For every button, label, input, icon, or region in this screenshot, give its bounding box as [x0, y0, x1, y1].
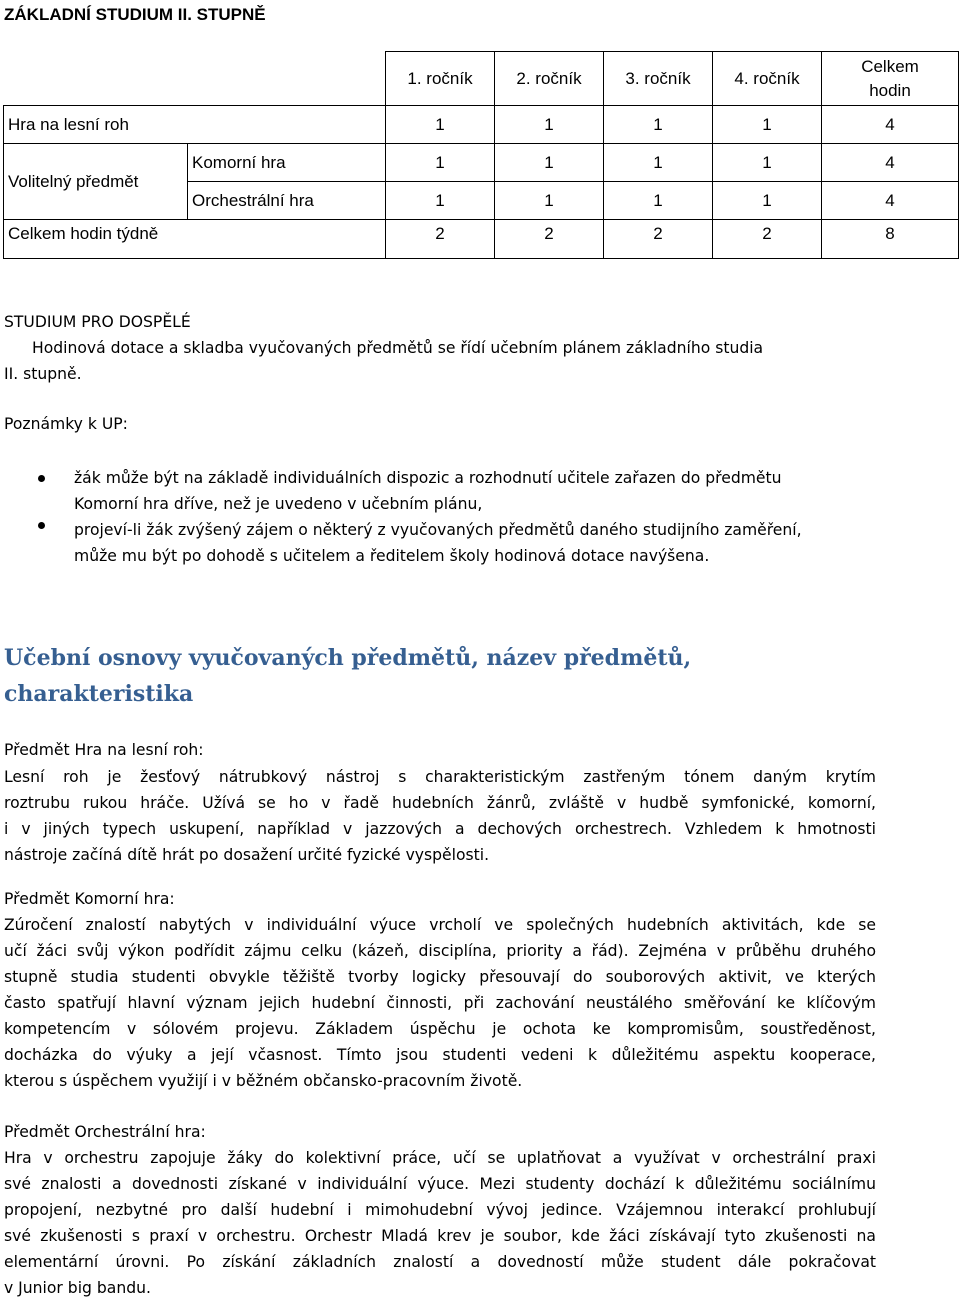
bullet-icon — [38, 475, 45, 482]
paragraph-line: Hra v orchestru zapojuje žáky do kolektivní práce, učí se uplatňovat a využívat v orchestrální praxi — [4, 1149, 876, 1167]
table-row-label: Celkem hodin týdně — [4, 220, 386, 259]
table-cell: 2 — [495, 220, 604, 259]
table-cell: 1 — [495, 144, 604, 182]
table-cell: 2 — [713, 220, 822, 259]
notes-title: Poznámky k UP: — [4, 415, 128, 433]
study-plan-table — [3, 51, 959, 259]
table-header-cell: 1. ročník — [386, 52, 495, 106]
table-header-cell: 2. ročník — [495, 52, 604, 106]
note-text: může mu být po dohodě s učitelem a ředitelem školy hodinová dotace navýšena. — [74, 547, 710, 565]
note-text: žák může být na základě individuálních dispozic a rozhodnutí učitele zařazen do předmětu — [74, 469, 782, 487]
table-cell: 1 — [386, 106, 495, 144]
table-header-cell: 4. ročník — [713, 52, 822, 106]
table-row-label: Komorní hra — [188, 144, 386, 182]
table-cell: 1 — [495, 106, 604, 144]
paragraph-line: kompetencím v sólovém projevu. Základem úspěchu je ochota ke kompromisům, soustředěnost, — [4, 1020, 876, 1038]
table-cell: 4 — [822, 182, 959, 220]
subject-title: Předmět Komorní hra: — [4, 890, 175, 908]
curriculum-heading — [4, 640, 804, 712]
table-cell: 4 — [822, 106, 959, 144]
table-row-label: Hra na lesní roh — [4, 106, 386, 144]
table-cell: 4 — [822, 144, 959, 182]
curriculum-heading-line: charakteristika — [4, 681, 194, 707]
paragraph-line: i v jiných typech uskupení, například v jazzových a dechových orchestrech. Vzhledem k hmotnosti — [4, 820, 876, 838]
table-cell: 1 — [604, 106, 713, 144]
table-row-label: Orchestrální hra — [188, 182, 386, 220]
subject-description — [4, 764, 876, 868]
paragraph-line: v Junior big bandu. — [4, 1279, 151, 1297]
table-cell: 1 — [713, 144, 822, 182]
table-cell: 1 — [604, 144, 713, 182]
table-row — [4, 220, 959, 259]
adult-study-title: STUDIUM PRO DOSPĚLÉ — [4, 313, 191, 331]
paragraph-line: stupně studia studenti obvykle těžiště tvorby logicky přesouvají do souborových aktivit, ve kterých — [4, 968, 876, 986]
paragraph-line: své znalosti a dovednosti získané v individuální výuce. Mezi studenty dochází k důležitému sociálnímu — [4, 1175, 876, 1193]
table-corner-cell — [4, 52, 386, 106]
note-text: Komorní hra dříve, než je uvedeno v učebním plánu, — [74, 495, 483, 513]
section-title: ZÁKLADNÍ STUDIUM II. STUPNĚ — [4, 5, 266, 24]
paragraph-line: učí žáci svůj výkon podřídit zájmu celku (kázeň, disciplína, priority a řád). Zejména v průběhu druhého — [4, 942, 876, 960]
table-cell: 1 — [386, 144, 495, 182]
table-group-label: Volitelný předmět — [4, 144, 188, 220]
table-cell: 1 — [713, 182, 822, 220]
table-row — [4, 106, 959, 144]
paragraph-line: roztrubu rukou hráče. Užívá se ho v řadě hudebních žánrů, zvláště v hudbě symfonické, komorní, — [4, 794, 876, 812]
paragraph-line: docházka do výuky a její včasnost. Tímto jsou studenti vedeni k důležitému aspektu kooperace, — [4, 1046, 876, 1064]
table-header-cell: Celkem hodin — [822, 52, 959, 106]
table-cell: 1 — [386, 182, 495, 220]
paragraph-line: své zkušenosti s praxí v orchestru. Orchestr Mladá krev je soubor, kde žáci získávají tyto zkušenosti na — [4, 1227, 876, 1245]
subject-title: Předmět Hra na lesní roh: — [4, 741, 204, 759]
paragraph-line: propojení, nezbytné pro další hudební i mimohudební vývoj jedince. Vzájemnou interakcí prohlubují — [4, 1201, 876, 1219]
table-row — [4, 144, 959, 182]
table-header-row — [4, 52, 959, 106]
curriculum-heading-line: Učební osnovy vyučovaných předmětů, název předmětů, — [4, 645, 692, 671]
adult-study-text: Hodinová dotace a skladba vyučovaných předmětů se řídí učebním plánem základního studia — [32, 339, 764, 357]
table-cell: 1 — [604, 182, 713, 220]
paragraph-line: kterou s úspěchem využijí i v běžném občansko-pracovním životě. — [4, 1072, 523, 1090]
paragraph-line: Lesní roh je žesťový nátrubkový nástroj s charakteristickým zastřeným tónem daným krytím — [4, 768, 876, 786]
paragraph-line: elementární úrovni. Po získání základních znalostí a dovedností může student dále pokračovat — [4, 1253, 876, 1271]
table-cell: 8 — [822, 220, 959, 259]
bullet-icon — [38, 522, 45, 529]
subject-title: Předmět Orchestrální hra: — [4, 1123, 206, 1141]
paragraph-line: Zúročení znalostí nabytých v individuální výuce vrcholí ve společných hudebních aktivitách, kde se — [4, 916, 876, 934]
table-cell: 1 — [713, 106, 822, 144]
note-text: projeví-li žák zvýšený zájem o některý z vyučovaných předmětů daného studijního zaměření, — [74, 521, 802, 539]
paragraph-line: často spatřují hlavní význam jejich hudební činnosti, při zachování neustálého směřování ke klíčovým — [4, 994, 876, 1012]
subject-description — [4, 912, 876, 1094]
table-header-cell: 3. ročník — [604, 52, 713, 106]
table-cell: 1 — [495, 182, 604, 220]
table-cell: 2 — [386, 220, 495, 259]
adult-study-text: II. stupně. — [4, 365, 82, 383]
subject-description — [4, 1145, 876, 1301]
paragraph-line: nástroje začíná dítě hrát po dosažení určité fyzické vyspělosti. — [4, 846, 490, 864]
table-cell: 2 — [604, 220, 713, 259]
